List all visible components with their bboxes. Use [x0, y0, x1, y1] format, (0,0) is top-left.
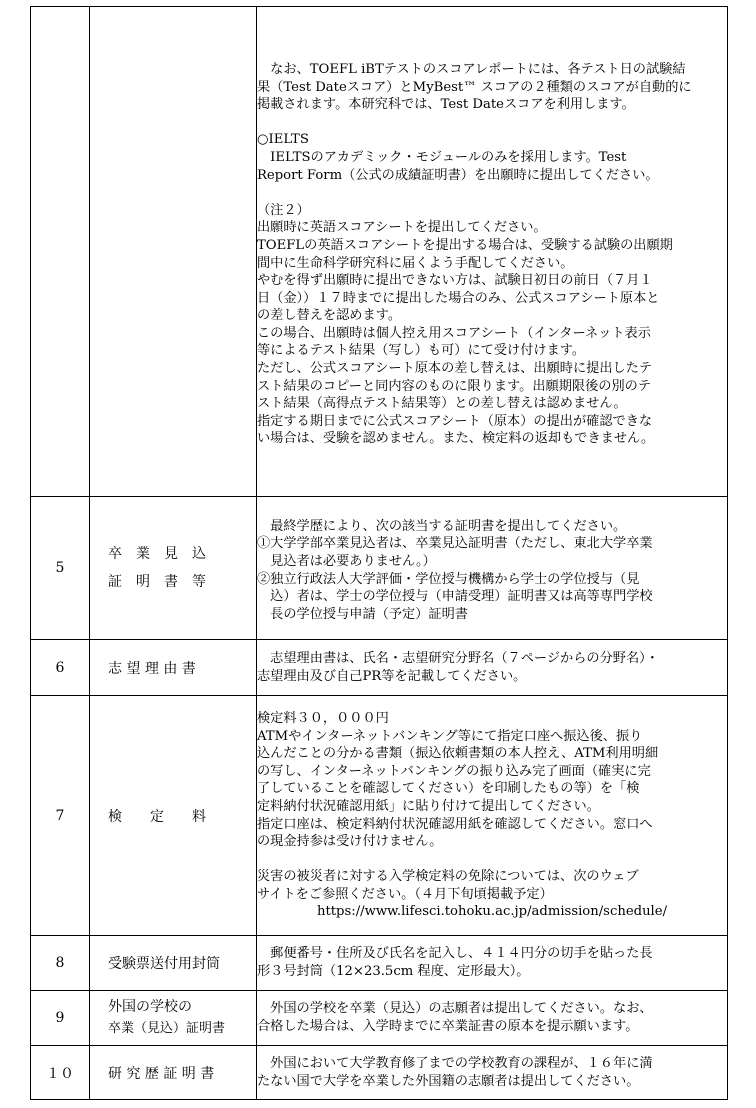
content-line: ATMやインターネットバンキング等にて指定口座へ振込後、振り — [257, 728, 643, 744]
content-line: 郵便番号・住所及び氏名を記入し、４１４円分の切手を貼った長 — [257, 946, 653, 962]
row-content-cell — [257, 497, 728, 640]
row-label-cell — [90, 991, 257, 1046]
content-line: ○IELTS — [257, 132, 309, 148]
row-number-cell: 6 — [31, 640, 90, 696]
row-label-cell: 検 定 料 — [90, 696, 257, 936]
content-line: 長の学位授与申請（予定）証明書 — [257, 606, 468, 622]
row-number-cell: 5 — [31, 497, 90, 640]
content-line: 出願時に英語スコアシートを提出してください。 — [257, 220, 547, 236]
table-row — [31, 640, 728, 696]
row-number-cell: １０ — [31, 1046, 90, 1100]
row-content-cell — [257, 936, 728, 991]
content-line: 志望理由書は、氏名・志望研究分野名（７ページからの分野名）・ — [257, 650, 659, 666]
requirements-table — [30, 6, 728, 1100]
label-line: 外国の学校の — [108, 999, 192, 1015]
content-line: 外国の学校を卒業（見込）の志願者は提出してください。なお、 — [257, 1001, 653, 1017]
row-number-cell — [31, 7, 90, 497]
content-line: スト結果のコピーと同内容のものに限ります。出願期限後の別のテ — [257, 378, 652, 394]
label-line: 卒業（見込）証明書 — [108, 1021, 226, 1036]
content-line: 等によるテスト結果（写し）も可）にて受け付けます。 — [257, 343, 586, 359]
content-line: 了していることを確認してください）を印刷したもの等）を「検 — [257, 781, 640, 797]
content-line: 込）者は、学士の学位授与（申請受理）証明書又は高等専門学校 — [257, 589, 653, 605]
content-line: ②独立行政法人大学評価・学位授与機構から学士の学位授与（見 — [257, 571, 640, 587]
content-line: 指定口座は、検定料納付状況確認用紙を確認してください。窓口へ — [257, 816, 653, 832]
content-line: 日（金））１７時までに提出した場合のみ、公式スコアシート原本と — [257, 290, 660, 306]
content-line: い場合は、受験を認めません。また、検定料の返却もできません。 — [257, 431, 655, 447]
content-line: 定料納付状況確認用紙」に貼り付けて提出してください。 — [257, 798, 600, 814]
table-row — [31, 497, 728, 640]
content-line: スト結果（高得点テスト結果等）との差し替えは認めません。 — [257, 396, 627, 412]
blank-line — [257, 851, 727, 869]
row-content-cell — [257, 696, 728, 936]
content-line: 形３号封筒（12×23.5cm 程度、定形最大）。 — [257, 964, 530, 979]
content-line: （注２） — [257, 202, 310, 218]
content-line: 掲載されます。本研究科では、Test Dateスコアを利用します。 — [257, 97, 635, 113]
content-line: TOEFLの英語スコアシートを提出する場合は、受験する試験の出願期 — [257, 237, 673, 253]
blank-line — [257, 114, 727, 132]
content-line: 指定する期日までに公式スコアシート（原本）の提出が確認できな — [257, 413, 653, 429]
row-content-cell — [257, 7, 728, 497]
content-line: 見込者は必要ありません。） — [257, 553, 436, 569]
content-line: の現金持参は受け付けません。 — [257, 834, 443, 850]
row-label-cell — [90, 7, 257, 497]
content-line: なお、TOEFL iBTテストのスコアレポートには、各テスト日の試験結 — [257, 61, 686, 77]
table-row — [31, 696, 728, 936]
table-row — [31, 936, 728, 991]
content-line: この場合、出願時は個人控え用スコアシート（インターネット表示 — [257, 325, 651, 341]
content-line: たない国で大学を卒業した外国籍の志願者は提出してください。 — [257, 1073, 640, 1089]
content-line: 外国において大学教育修了までの学校教育の課程が、１６年に満 — [257, 1055, 653, 1071]
content-line: 最終学歴により、次の該当する証明書を提出してください。 — [257, 518, 627, 534]
blank-line — [257, 184, 727, 202]
row-label-cell: 研 究 歴 証 明 書 — [90, 1046, 257, 1100]
content-line: Report Form（公式の成績証明書）を出願時に提出してください。 — [257, 167, 659, 183]
content-line: やむを得ず出願時に提出できない方は、試験日初日の前日（７月１ — [257, 273, 653, 289]
table-row — [31, 1046, 728, 1100]
row-label-cell: 志 望 理 由 書 — [90, 640, 257, 696]
content-line: サイトをご参照ください。（４月下旬頃掲載予定） — [257, 886, 553, 902]
row-content-cell — [257, 1046, 728, 1100]
row-content-cell — [257, 640, 728, 696]
content-line: 検定料３０，０００円 — [257, 710, 389, 726]
content-line: ただし、公式スコアシート原本の差し替えは、出願時に提出したテ — [257, 361, 653, 377]
row-label-cell — [90, 497, 257, 640]
content-line: の差し替えを認めます。 — [257, 308, 402, 324]
row-number-cell: 8 — [31, 936, 90, 991]
admission-schedule-link[interactable]: https://www.lifesci.tohoku.ac.jp/admission/schedule/ — [316, 904, 668, 920]
row-number-cell: 7 — [31, 696, 90, 936]
content-line: 間中に生命科学研究科に届くよう手配してください。 — [257, 255, 574, 271]
row-number-cell: 9 — [31, 991, 90, 1046]
table-row — [31, 7, 728, 497]
row-label-cell: 受験票送付用封筒 — [90, 936, 257, 991]
row-content-cell — [257, 991, 728, 1046]
content-line: 志望理由及び自己PR等を記載してください。 — [257, 668, 527, 684]
content-line: IELTSのアカデミック・モジュールのみを採用します。Test — [257, 149, 627, 165]
content-line: 合格した場合は、入学時までに卒業証書の原本を提示願います。 — [257, 1019, 639, 1034]
content-line: 災害の被災者に対する入学検定料の免除については、次のウェブ — [257, 869, 639, 885]
label-line: 卒 業 見 込 — [108, 546, 206, 562]
content-line: 込んだことの分かる書類（振込依頼書類の本人控え、ATM利用明細 — [257, 746, 659, 762]
label-line: 証 明 書 等 — [108, 574, 206, 590]
table-row — [31, 991, 728, 1046]
content-line: ①大学学部卒業見込者は、卒業見込証明書（ただし、東北大学卒業 — [257, 536, 653, 552]
content-line: 果（Test Dateスコア）とMyBest™ スコアの２種類のスコアが自動的に — [257, 79, 692, 95]
content-line: の写し、インターネットバンキングの振り込み完了画面（確実に完 — [257, 763, 651, 779]
